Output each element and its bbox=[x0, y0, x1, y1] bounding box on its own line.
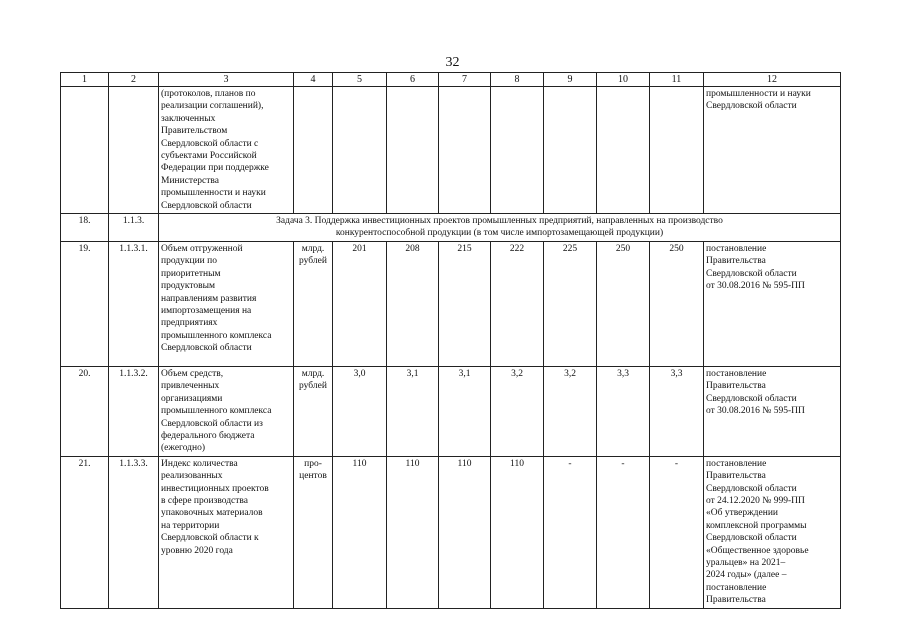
table-row-continuation bbox=[61, 87, 841, 214]
row-number-cell: 20. bbox=[61, 366, 109, 456]
value-cell: 110 bbox=[387, 456, 439, 608]
table-row-task bbox=[61, 214, 841, 242]
value-cell: 215 bbox=[439, 241, 491, 366]
value-cell: 110 bbox=[439, 456, 491, 608]
column-number: 10 bbox=[597, 73, 650, 87]
value-cell: 201 bbox=[333, 241, 387, 366]
source-cell: постановление Правительства Свердловской области от 30.08.2016 № 595-ПП bbox=[704, 241, 841, 366]
indicator-name-cell: Индекс количества реализованных инвестиционных проектов в сфере производства упаковочных материалов на территории Свердловской области к уровню 2020 года bbox=[159, 456, 294, 608]
table-row bbox=[61, 456, 841, 608]
value-cell: 3,2 bbox=[544, 366, 597, 456]
task-title-cell: Задача 3. Поддержка инвестиционных проектов промышленных предприятий, направленных на производство конкурентоспособной продукции (в том числе импортозамещающей продукции) bbox=[159, 214, 841, 242]
column-number: 7 bbox=[439, 73, 491, 87]
column-number: 11 bbox=[650, 73, 704, 87]
row-code-cell: 1.1.3.1. bbox=[109, 241, 159, 366]
column-number: 12 bbox=[704, 73, 841, 87]
value-cell: - bbox=[650, 456, 704, 608]
page-number: 32 bbox=[445, 55, 460, 70]
unit-cell: млрд. рублей bbox=[294, 366, 333, 456]
table-row bbox=[61, 241, 841, 366]
table-row bbox=[61, 366, 841, 456]
source-cell: постановление Правительства Свердловской области от 24.12.2020 № 999-ПП «Об утверждении комплексной программы Свердловской области «Общественное здоровье уральцев» на 2021– 2024 годы» (далее – постановление Правительства bbox=[704, 456, 841, 608]
value-cell: 110 bbox=[333, 456, 387, 608]
row-code-cell: 1.1.3. bbox=[109, 214, 159, 242]
value-cell: 3,0 bbox=[333, 366, 387, 456]
value-cell: 110 bbox=[491, 456, 544, 608]
value-cell: - bbox=[597, 456, 650, 608]
indicator-name-cell: (протоколов, планов по реализации соглашений), заключенных Правительством Свердловской области с субъектами Российской Федерации при поддержке Министерства промышленности и науки Свердловской области bbox=[159, 87, 294, 214]
value-cell: 222 bbox=[491, 241, 544, 366]
row-number-cell: 21. bbox=[61, 456, 109, 608]
indicators-table bbox=[60, 72, 841, 609]
value-cell: 3,2 bbox=[491, 366, 544, 456]
value-cell: 3,3 bbox=[650, 366, 704, 456]
row-code-cell: 1.1.3.3. bbox=[109, 456, 159, 608]
column-number: 6 bbox=[387, 73, 439, 87]
column-number: 8 bbox=[491, 73, 544, 87]
value-cell: 3,1 bbox=[439, 366, 491, 456]
value-cell: 3,1 bbox=[387, 366, 439, 456]
indicator-name-cell: Объем средств, привлеченных организациями промышленного комплекса Свердловской области из федерального бюджета (ежегодно) bbox=[159, 366, 294, 456]
value-cell: 208 bbox=[387, 241, 439, 366]
column-number: 5 bbox=[333, 73, 387, 87]
value-cell: 250 bbox=[650, 241, 704, 366]
value-cell: 225 bbox=[544, 241, 597, 366]
row-number-cell: 18. bbox=[61, 214, 109, 242]
column-number-row bbox=[61, 73, 841, 87]
column-number: 3 bbox=[159, 73, 294, 87]
unit-cell: про- центов bbox=[294, 456, 333, 608]
column-number: 2 bbox=[109, 73, 159, 87]
value-cell: 3,3 bbox=[597, 366, 650, 456]
column-number: 9 bbox=[544, 73, 597, 87]
column-number: 1 bbox=[61, 73, 109, 87]
value-cell: 250 bbox=[597, 241, 650, 366]
unit-cell: млрд. рублей bbox=[294, 241, 333, 366]
indicator-name-cell: Объем отгруженной продукции по приоритетным продуктовым направлениям развития импортозамещения на предприятиях промышленного комплекса Свердловской области bbox=[159, 241, 294, 366]
source-cell: постановление Правительства Свердловской области от 30.08.2016 № 595-ПП bbox=[704, 366, 841, 456]
source-cell: промышленности и науки Свердловской области bbox=[704, 87, 841, 214]
row-code-cell: 1.1.3.2. bbox=[109, 366, 159, 456]
row-number-cell: 19. bbox=[61, 241, 109, 366]
column-number: 4 bbox=[294, 73, 333, 87]
value-cell: - bbox=[544, 456, 597, 608]
